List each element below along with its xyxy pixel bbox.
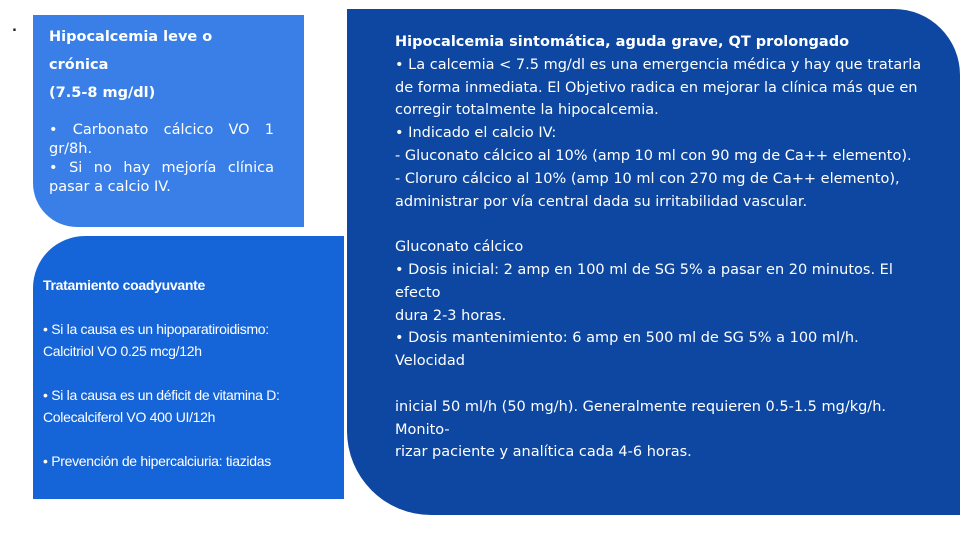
acute-line: rizar paciente y analítica cada 4-6 horas.: [395, 444, 692, 461]
acute-line: • Indicado el calcio IV:: [395, 125, 557, 142]
acute-line: administrar por vía central dada su irritabilidad vascular.: [395, 193, 808, 210]
acute-line: de forma inmediata. El Objetivo radica en mejorar la clínica más que en: [395, 79, 918, 96]
acute-line: • Dosis inicial: 2 amp en 100 ml de SG 5% a pasar en 20 minutos. El: [395, 261, 893, 278]
acute-title: Hipocalcemia sintomática, aguda grave, QT prolongado: [395, 34, 850, 50]
adjuvant-title: Tratamiento coadyuvante: [43, 277, 205, 293]
acute-hypocalcemia-card: [347, 9, 960, 515]
corner-mark: .: [12, 20, 17, 35]
acute-subheading-gluconate: Gluconato cálcico: [395, 239, 524, 256]
adjuvant-item-cholecalciferol: Colecalciferol VO 400 UI/12h: [43, 409, 216, 425]
adjuvant-treatment-card: [33, 236, 344, 499]
acute-line: inicial 50 ml/h (50 mg/h). Generalmente requieren 0.5-1.5 mg/kg/h.: [395, 398, 886, 415]
adjuvant-item-hypoparathyroidism: • Si la causa es un hipoparatiroidismo:: [43, 321, 269, 337]
mild-title-line-2: (7.5-8 mg/dl): [49, 85, 156, 101]
acute-line: • La calcemia < 7.5 mg/dl es una emergencia médica y hay que tratarla: [395, 56, 922, 73]
acute-line: Monito-: [395, 421, 450, 438]
adjuvant-item-hypercalciuria: • Prevención de hipercalciuria: tiazidas: [43, 453, 271, 469]
acute-line: - Gluconato cálcico al 10% (amp 10 ml con 90 mg de Ca++ elemento).: [395, 147, 912, 164]
acute-line: dura 2-3 horas.: [395, 307, 507, 324]
adjuvant-item-vitamin-d-deficit: • Si la causa es un déficit de vitamina D:: [43, 387, 280, 403]
mild-bullet-iv-calcium: • Si no hay mejoría clínica pasar a calcio IV.: [49, 160, 274, 195]
acute-line: efecto: [395, 284, 441, 301]
acute-line: • Dosis mantenimiento: 6 amp en 500 ml de SG 5% a 100 ml/h.: [395, 330, 859, 347]
mild-title-line-1: Hipocalcemia leve o crónica: [49, 29, 213, 73]
acute-line: corregir totalmente la hipocalcemia.: [395, 102, 659, 119]
acute-line: - Cloruro cálcico al 10% (amp 10 ml con 270 mg de Ca++ elemento),: [395, 170, 900, 187]
adjuvant-item-calcitriol: Calcitriol VO 0.25 mcg/12h: [43, 343, 202, 359]
mild-hypocalcemia-card: [33, 15, 304, 227]
mild-bullet-calcium-carbonate: • Carbonato cálcico VO 1 gr/8h.: [49, 122, 274, 157]
acute-line: Velocidad: [395, 353, 465, 370]
